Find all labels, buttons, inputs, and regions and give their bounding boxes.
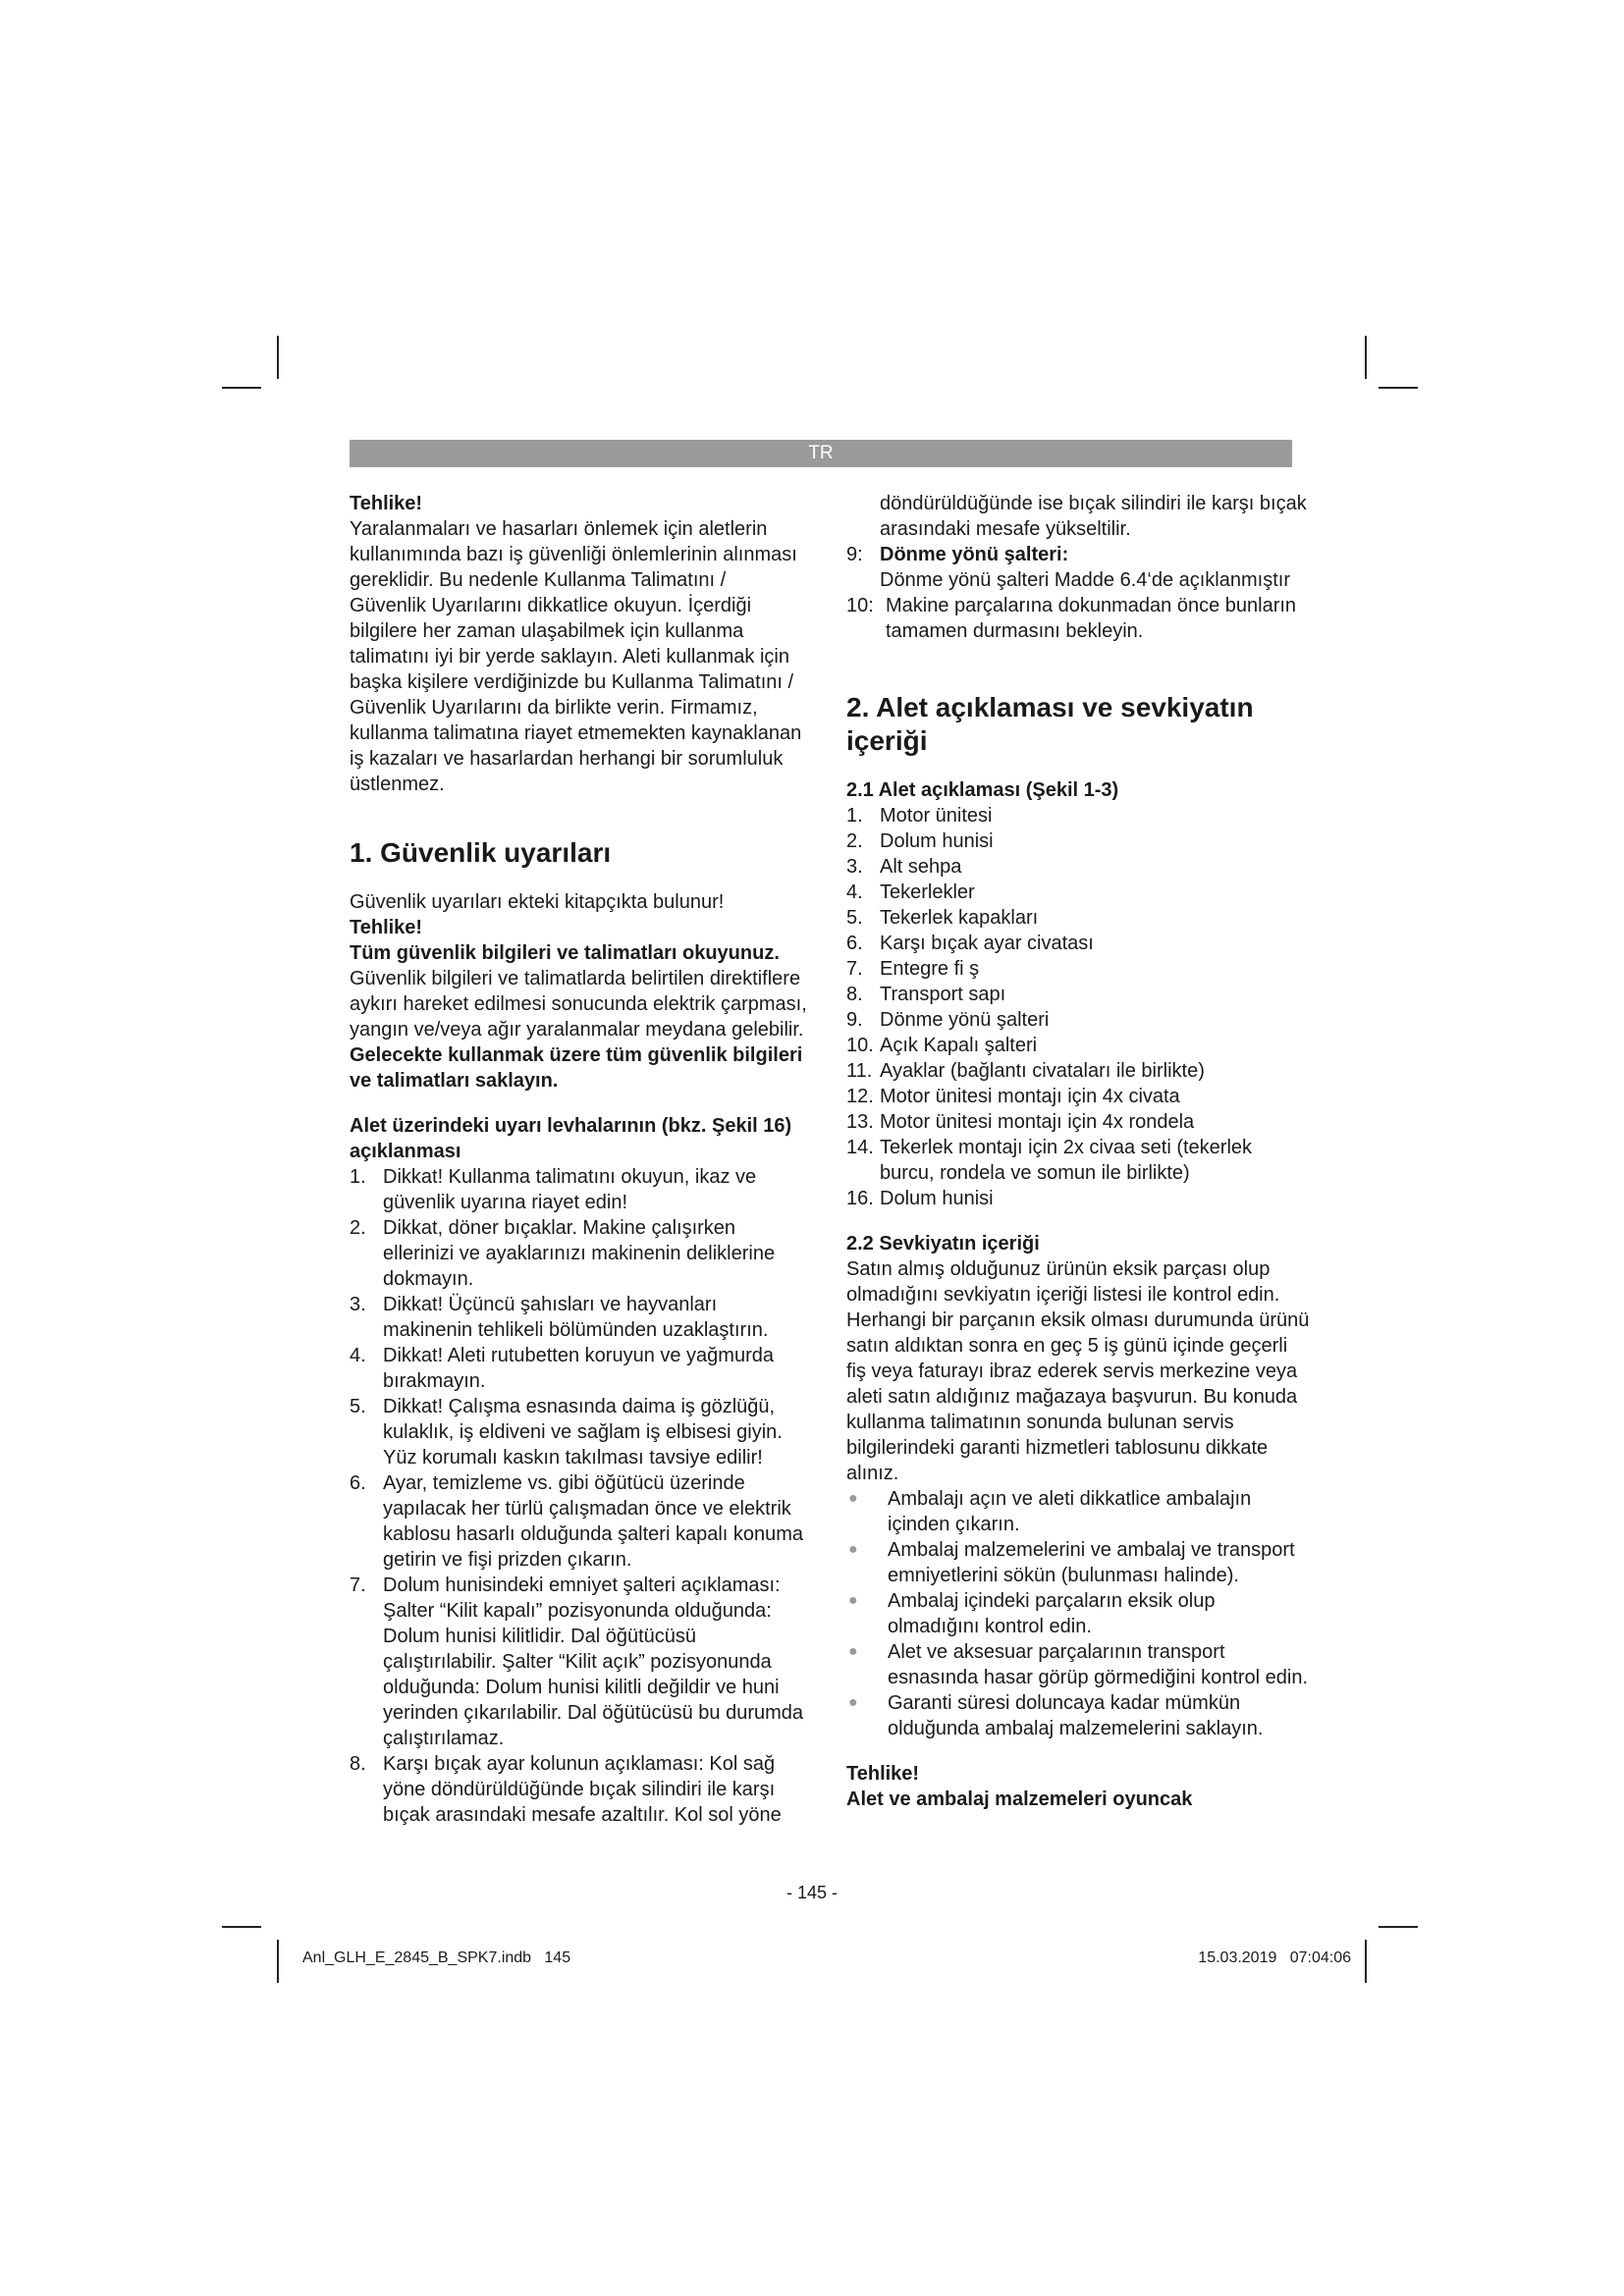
list-item: 4. Dikkat! Aleti rutubetten koruyun ve yağmurda bırakmayın. xyxy=(350,1345,774,1392)
section-2-title: 2. Alet açıklaması ve sevkiyatın içeriği xyxy=(846,692,1254,756)
subsection-2-2-title: 2.2 Sevkiyatın içeriği xyxy=(846,1233,1040,1255)
list-item: 4. Tekerlekler xyxy=(846,881,975,903)
warning-labels-list xyxy=(350,1164,807,1828)
warning-labels-title: Alet üzerindeki uyarı levhalarının (bkz. Şekil 16) açıklanması xyxy=(350,1115,792,1162)
subsection-2-1-title: 2.1 Alet açıklaması (Şekil 1-3) xyxy=(846,779,1119,801)
list-item: 7. Dolum hunisindeki emniyet şalteri açıklaması: Şalter “Kilit kapalı” pozisyonunda olduğunda: Dolum hunisi kilitlidir. Dal öğütücüsü çalıştırılabilir. Şalter “Kilit açık” pozisyonunda olduğunda: Dolum hunisi kilitli değildir ve huni yerinden çıkarılabilir. Dal öğütücüsü bu durumda çalıştırılamaz. xyxy=(350,1575,804,1749)
list-item: 3. Dikkat! Üçüncü şahısları ve hayvanları makinenin tehlikeli bölümünden uzaklaştırın. xyxy=(350,1294,769,1341)
danger-heading: Tehlike! xyxy=(846,1763,920,1785)
list-item: 7. Entegre fi ş xyxy=(846,958,980,980)
page-number: - 145 - xyxy=(785,1883,839,1902)
parts-list xyxy=(846,803,1312,1211)
list-item: 8. Karşı bıçak ayar kolunun açıklaması: Kol sağ yöne döndürüldüğünde bıçak silindiri ile karşı bıçak arasındaki mesafe azaltılır. Kol sol yöne xyxy=(350,1753,782,1826)
delivery-paragraph: Satın almış olduğunuz ürünün eksik parçası olup olmadığını sevkiyatın içeriği listesi ile kontrol edin. Herhangi bir parçanın eksik olması durumunda ürünü satın aldıktan sonra en geç 5 iş günü içinde geçerli fiş veya faturayı ibraz ederek servis merkezine veya aleti satın aldığınız mağazaya başvurun. Bu konuda kullanma talimatının sonunda bulunan servis bilgilerindeki garanti hizmetleri tablosunu dikkate alınız. xyxy=(846,1258,1310,1484)
list-item: 11. Ayaklar (bağlantı civataları ile birlikte) xyxy=(846,1060,1205,1082)
bullet-icon: ● xyxy=(848,1643,858,1660)
crop-mark xyxy=(1365,336,1367,379)
language-header-bar: TR xyxy=(350,440,1292,467)
print-timestamp: 15.03.2019 07:04:06 xyxy=(1198,1949,1351,1966)
list-item: 3. Alt sehpa xyxy=(846,856,962,878)
crop-mark xyxy=(222,387,261,389)
crop-mark xyxy=(277,1940,279,1983)
safety-paragraph xyxy=(350,940,807,1094)
list-item: ● Ambalajı açın ve aleti dikkatlice ambalajın içinden çıkarın. xyxy=(848,1488,1252,1535)
list-item: ● Ambalaj malzemelerini ve ambalaj ve transport emniyetlerini sökün (bulunması halinde). xyxy=(848,1539,1295,1586)
unpacking-list xyxy=(846,1486,1312,1741)
section-1-title: 1. Güvenlik uyarıları xyxy=(350,837,612,868)
list-item: 1. Motor ünitesi xyxy=(846,805,993,827)
crop-mark xyxy=(1379,1926,1418,1928)
intro-paragraph: Yaralanmaları ve hasarları önlemek için aletlerin kullanımında bazı iş güvenliği önlemlerinin alınması gereklidir. Bu nedenle Kullanma Talimatını / Güvenlik Uyarılarını dikkatlice okuyun. İçerdiği bilgilere her zaman ulaşabilmek için kullanma talimatını iyi bir yerde saklayın. Aleti kullanmak için başka kişilere verdiğinizde bu Kullanma Talimatını / Güvenlik Uyarılarını da birlikte verin. Firmamız, kullanma talimatına riayet etmemekten kaynaklanan iş kazaları ve hasarlardan herhangi bir sorumluluk üstlenmez. xyxy=(350,518,802,795)
list-item: 6. Ayar, temizleme vs. gibi öğütücü üzerinde yapılacak her türlü çalışmadan önce ve elektrik kablosu hasarlı olduğunda şalteri kapalı konuma getirin ve fişi prizden çıkarın. xyxy=(350,1472,804,1571)
list-item: 10: Makine parçalarına dokunmadan önce bunların tamamen durmasını bekleyin. xyxy=(846,595,1297,642)
item-title: Dönme yönü şalteri: xyxy=(880,544,1069,565)
list-item: 8. Transport sapı xyxy=(846,984,1006,1005)
crop-mark xyxy=(222,1926,261,1928)
bold-instruction: Tüm güvenlik bilgileri ve talimatları okuyunuz. xyxy=(350,942,780,964)
bold-instruction: Gelecekte kullanmak üzere tüm güvenlik bilgileri ve talimatları saklayın. xyxy=(350,1044,803,1092)
bullet-icon: ● xyxy=(848,1541,858,1558)
crop-mark xyxy=(277,336,279,379)
danger-heading: Tehlike! xyxy=(350,917,423,938)
list-item: 16. Dolum hunisi xyxy=(846,1188,994,1209)
danger-text: Alet ve ambalaj malzemeleri oyuncak xyxy=(846,1789,1193,1810)
list-item: 9. Dönme yönü şalteri xyxy=(846,1009,1050,1031)
list-item: ● Garanti süresi doluncaya kadar mümkün olduğunda ambalaj malzemelerini saklayın. xyxy=(848,1692,1264,1739)
list-item: 14. Tekerlek montajı için 2x civaa seti (tekerlek burcu, rondela ve somun ile birlikte) xyxy=(846,1137,1253,1184)
list-item: 12. Motor ünitesi montajı için 4x civata xyxy=(846,1086,1180,1107)
list-item: 5. Dikkat! Çalışma esnasında daima iş gözlüğü, kulaklık, iş eldiveni ve sağlam iş elbisesi giyin. Yüz korumalı kaskın takılması tavsiye edilir! xyxy=(350,1396,783,1468)
list-item: döndürüldüğünde ise bıçak silindiri ile karşı bıçak arasındaki mesafe yükseltilir. xyxy=(880,493,1307,540)
bullet-icon: ● xyxy=(848,1694,858,1711)
list-item: 13. Motor ünitesi montajı için 4x rondela xyxy=(846,1111,1195,1133)
list-item: 2. Dolum hunisi xyxy=(846,830,994,852)
safety-text: Güvenlik bilgileri ve talimatlarda belirtilen direktiflere aykırı hareket edilmesi sonucunda elektrik çarpması, yangın ve/veya ağır yaralanmalar meydana gelebilir. xyxy=(350,968,807,1041)
list-item: 9: Dönme yönü şalteri: Dönme yönü şalteri Madde 6.4‘de açıklanmıştır xyxy=(846,544,1290,591)
crop-mark xyxy=(1379,387,1418,389)
right-column xyxy=(846,491,1312,1812)
crop-mark xyxy=(1365,1940,1367,1983)
list-item: 5. Tekerlek kapakları xyxy=(846,907,1039,929)
left-column xyxy=(350,491,807,1828)
list-item: 10. Açık Kapalı şalteri xyxy=(846,1035,1038,1056)
list-item: 2. Dikkat, döner bıçaklar. Makine çalışırken ellerinizi ve ayaklarınızı makinenin deliklerine dokmayın. xyxy=(350,1217,776,1290)
list-item: 1. Dikkat! Kullanma talimatını okuyun, ikaz ve güvenlik uyarına riayet edin! xyxy=(350,1166,757,1213)
list-item: 6. Karşı bıçak ayar civatası xyxy=(846,933,1094,954)
file-name: Anl_GLH_E_2845_B_SPK7.indb 145 xyxy=(302,1949,571,1966)
list-item: ● Ambalaj içindeki parçaların eksik olup olmadığını kontrol edin. xyxy=(848,1590,1216,1637)
list-item: ● Alet ve aksesuar parçalarının transport esnasında hasar görüp görmediğini kontrol edin. xyxy=(848,1641,1309,1688)
safety-note: Güvenlik uyarıları ekteki kitapçıkta bulunur! xyxy=(350,891,725,913)
bullet-icon: ● xyxy=(848,1592,858,1609)
bullet-icon: ● xyxy=(848,1490,858,1507)
danger-heading: Tehlike! xyxy=(350,493,423,514)
